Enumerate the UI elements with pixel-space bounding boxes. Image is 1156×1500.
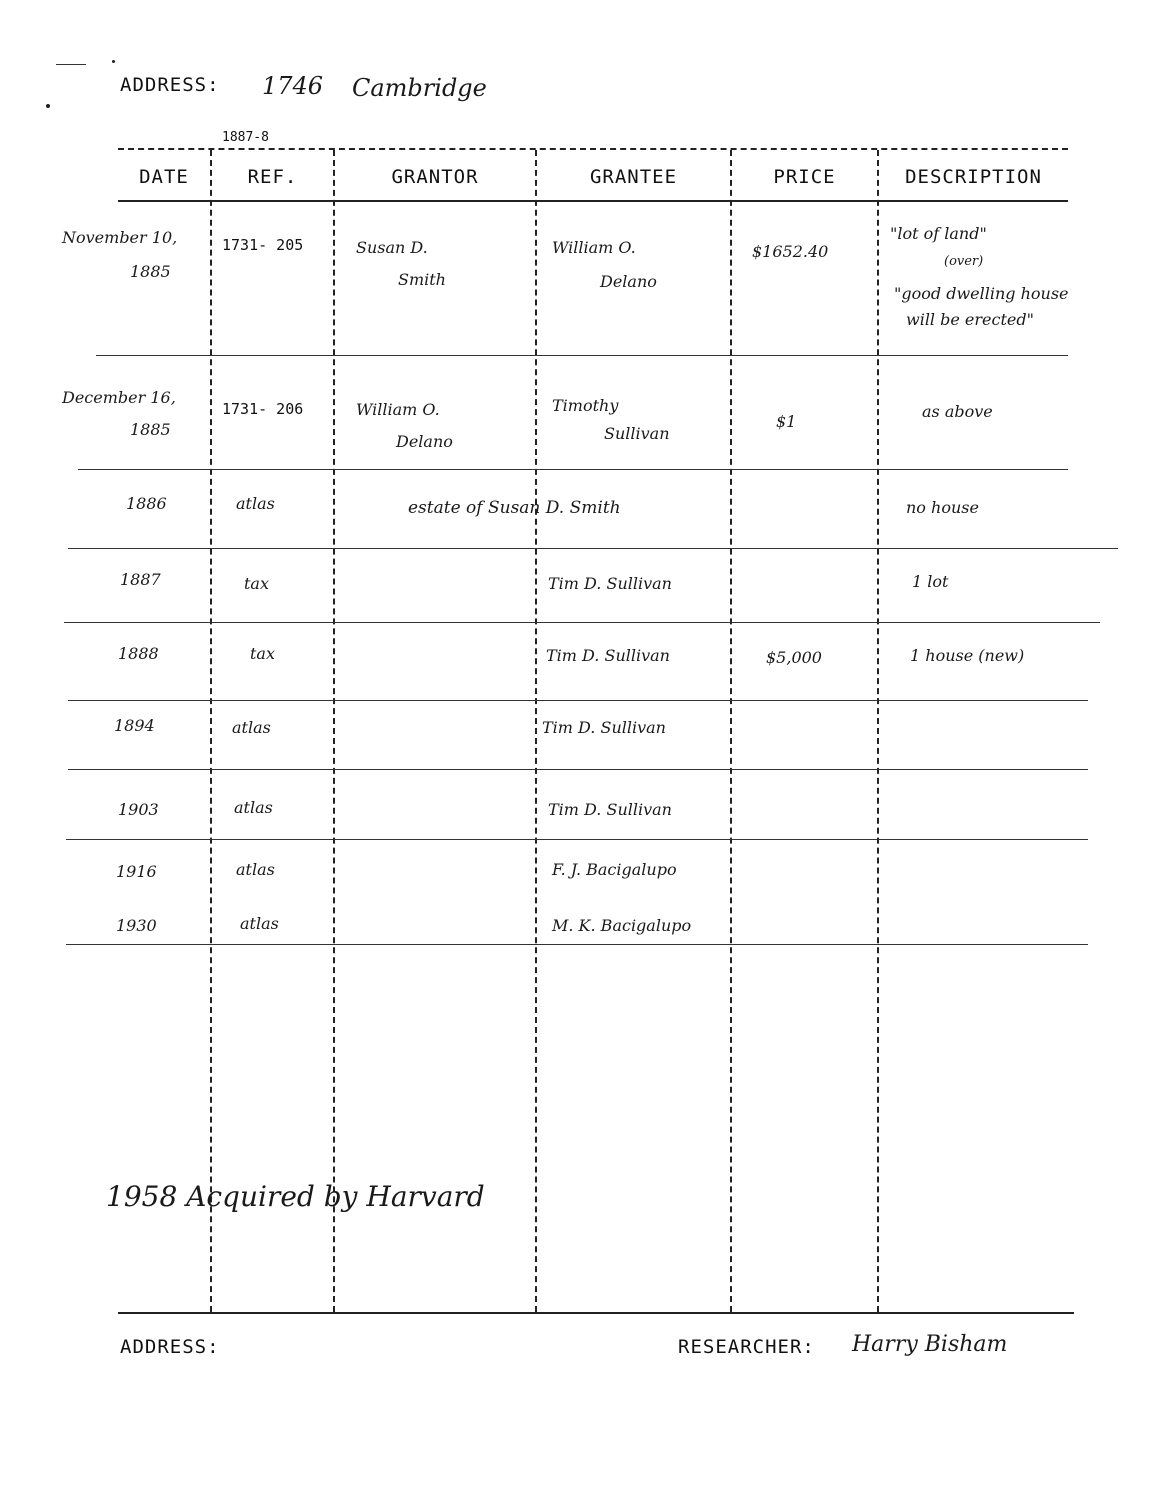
date-cell: December 16, bbox=[62, 388, 176, 407]
row-divider bbox=[68, 700, 1088, 701]
grantee-cell: Tim D. Sullivan bbox=[548, 574, 672, 593]
ref-note: 1887-8 bbox=[222, 130, 269, 145]
date-cell: 1903 bbox=[118, 800, 159, 819]
description-cell: no house bbox=[906, 498, 979, 517]
column-header-grantor: GRANTOR bbox=[391, 166, 479, 188]
ref-cell: atlas bbox=[240, 914, 279, 933]
column-header-description: DESCRIPTION bbox=[905, 166, 1042, 188]
date-cell: 1916 bbox=[116, 862, 157, 881]
ref-cell: tax bbox=[250, 644, 275, 663]
footer-address-label: ADDRESS: bbox=[120, 1336, 220, 1358]
header-bottom-rule bbox=[118, 200, 1068, 202]
date-cell: 1888 bbox=[118, 644, 159, 663]
column-header-date: DATE bbox=[139, 166, 189, 188]
table-bottom-rule bbox=[118, 1312, 1074, 1314]
price-cell: $5,000 bbox=[766, 648, 822, 667]
grantor-cell: Susan D. bbox=[356, 238, 428, 257]
scan-mark bbox=[56, 64, 86, 65]
column-divider bbox=[535, 150, 537, 1312]
grantee-cell: Delano bbox=[600, 272, 657, 291]
ref-cell: 1731- 205 bbox=[222, 236, 304, 254]
date-cell: 1885 bbox=[130, 420, 171, 439]
column-header-ref: REF. bbox=[247, 166, 298, 188]
date-cell: 1894 bbox=[114, 716, 155, 735]
row-divider bbox=[64, 622, 1100, 623]
column-header-grantee: GRANTEE bbox=[589, 166, 678, 188]
grantor-cell: William O. bbox=[356, 400, 440, 419]
scan-speck bbox=[46, 104, 50, 108]
grantee-cell: M. K. Bacigalupo bbox=[552, 916, 692, 935]
row-divider bbox=[78, 469, 1068, 470]
date-cell: 1886 bbox=[126, 494, 167, 513]
ref-cell: atlas bbox=[232, 718, 271, 737]
ref-cell: atlas bbox=[236, 494, 275, 513]
estate-span-cell: estate of Susan D. Smith bbox=[408, 498, 621, 518]
grantor-cell: Smith bbox=[398, 270, 446, 289]
grantee-cell: Tim D. Sullivan bbox=[546, 646, 670, 665]
description-cell: "good dwelling house bbox=[894, 284, 1069, 303]
grantor-cell: Delano bbox=[396, 432, 453, 451]
researcher-label: RESEARCHER: bbox=[678, 1336, 815, 1358]
row-divider bbox=[96, 355, 1068, 356]
price-cell: $1652.40 bbox=[752, 242, 829, 261]
column-divider bbox=[333, 150, 335, 1312]
scan-speck bbox=[112, 60, 115, 63]
row-divider bbox=[68, 769, 1088, 770]
ref-cell: atlas bbox=[236, 860, 275, 879]
price-cell: $1 bbox=[776, 412, 797, 431]
address-label: ADDRESS: bbox=[120, 74, 220, 96]
ref-cell: atlas bbox=[234, 798, 273, 817]
row-divider bbox=[68, 548, 1118, 549]
grantee-cell: F. J. Bacigalupo bbox=[552, 860, 677, 879]
grantee-cell: Tim D. Sullivan bbox=[548, 800, 672, 819]
column-divider bbox=[730, 150, 732, 1312]
row-divider bbox=[66, 944, 1088, 945]
researcher-name: Harry Bisham bbox=[852, 1332, 1008, 1357]
column-header-price: PRICE bbox=[773, 166, 836, 188]
grantee-cell: William O. bbox=[552, 238, 636, 257]
description-cell: as above bbox=[922, 402, 993, 421]
date-cell: 1930 bbox=[116, 916, 157, 935]
ref-cell: tax bbox=[244, 574, 269, 593]
column-divider bbox=[877, 150, 879, 1312]
description-cell: will be erected" bbox=[906, 310, 1034, 329]
address-street: Cambridge bbox=[352, 74, 487, 102]
description-cell: (over) bbox=[944, 254, 984, 269]
grantee-cell: Sullivan bbox=[604, 424, 670, 443]
date-cell: 1885 bbox=[130, 262, 171, 281]
description-cell: 1 house (new) bbox=[910, 646, 1025, 665]
date-cell: November 10, bbox=[62, 228, 178, 247]
description-cell: "lot of land" bbox=[890, 224, 987, 243]
column-divider bbox=[210, 150, 212, 1312]
row-divider bbox=[66, 839, 1088, 840]
date-cell: 1887 bbox=[120, 570, 161, 589]
address-number: 1746 bbox=[262, 72, 324, 100]
grantee-cell: Timothy bbox=[552, 396, 619, 415]
ref-cell: 1731- 206 bbox=[222, 400, 304, 418]
grantee-cell: Tim D. Sullivan bbox=[542, 718, 666, 737]
description-cell: 1 lot bbox=[912, 572, 949, 591]
acquisition-note: 1958 Acquired by Harvard bbox=[106, 1180, 485, 1213]
table-top-rule bbox=[118, 148, 1068, 150]
